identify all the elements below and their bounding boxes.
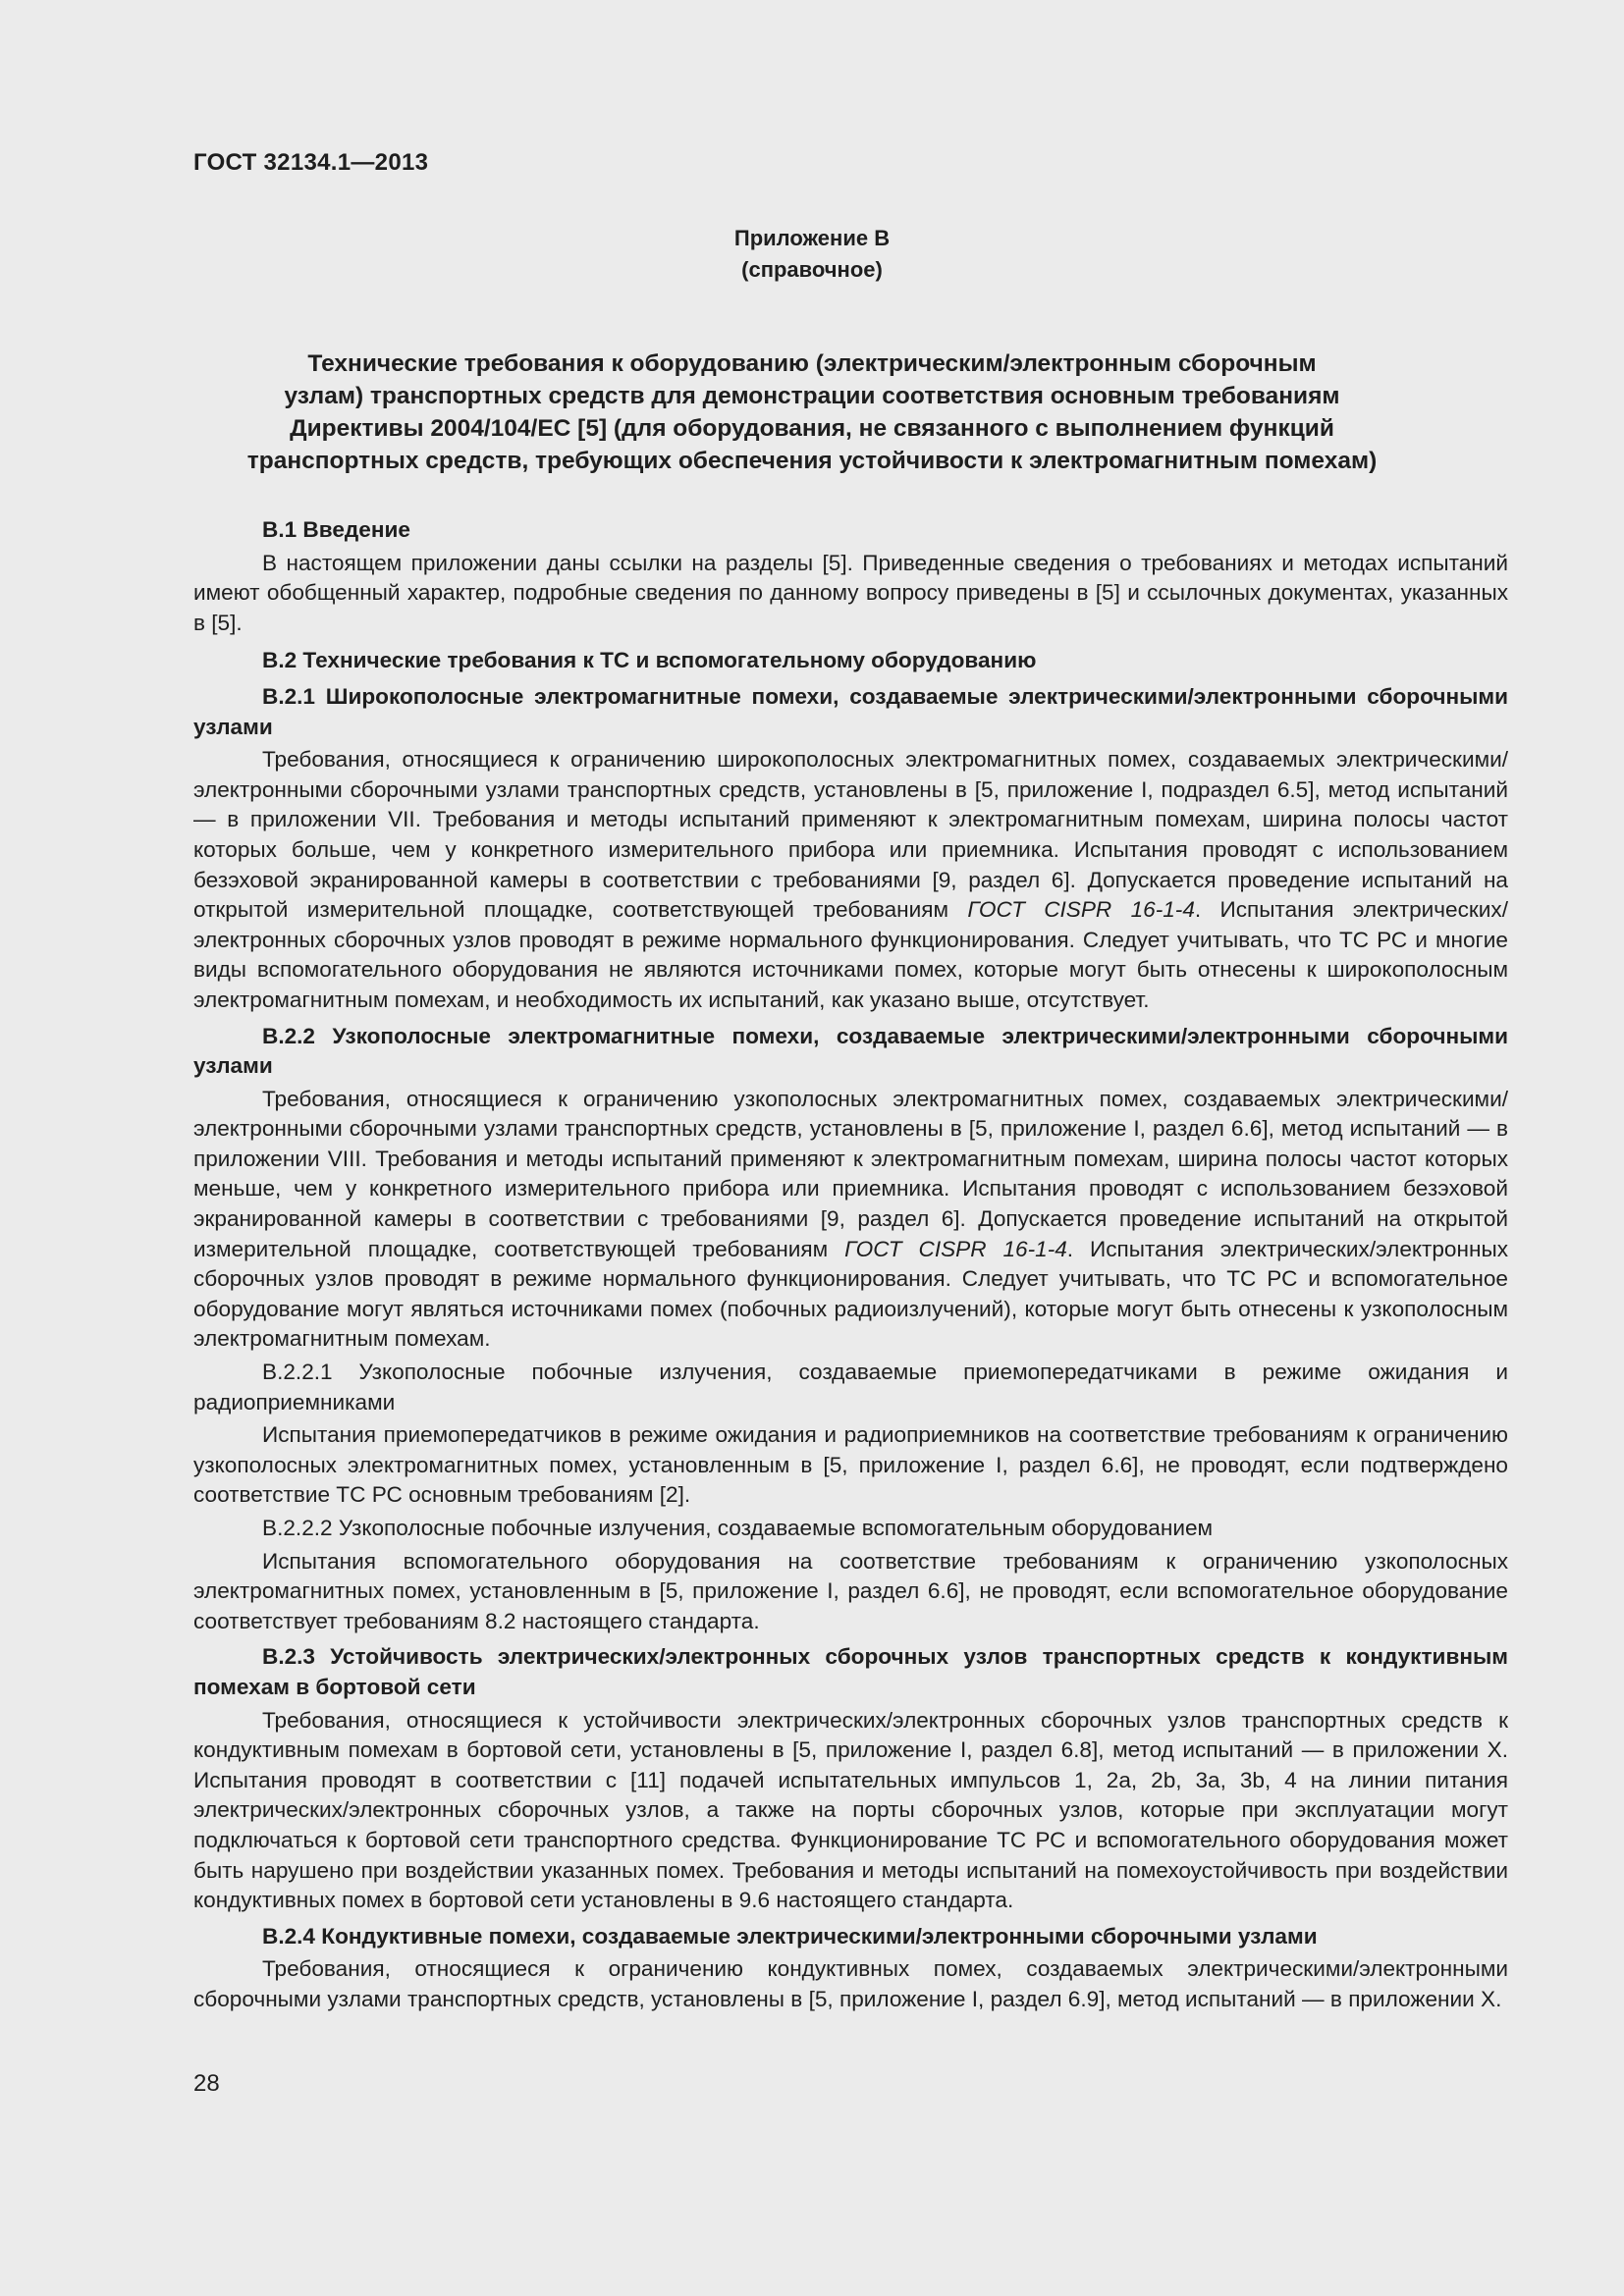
annex-title: Приложение В — [733, 226, 891, 250]
main-title-line: Технические требования к оборудованию (электрическим/электронным сборочным — [307, 350, 1317, 377]
standard-reference: ГОСТ CISPR 16-1-4 — [844, 1236, 1067, 1261]
section-b24-text: Требования, относящиеся к ограничению кондуктивных помех, создаваемых электрическими/электронными сборочными узлами транспортных средств, установлены в [5, приложение I, раздел 6.9], метод испытаний — в приложении X. — [193, 1956, 1508, 2011]
section-b24-heading: В.2.4 Кондуктивные помехи, создаваемые электрическими/электронными сборочными узлами — [262, 1923, 1318, 1949]
main-title-line: Директивы 2004/104/ЕС [5] (для оборудования, не связанного с выполнением функций — [290, 415, 1334, 442]
standard-code: ГОСТ 32134.1—2013 — [193, 149, 429, 176]
section-b23-text: Требования, относящиеся к устойчивости электрических/электронных сборочных узлов транспортных средств к кондуктивным помехам в бортовой сети, установлены в [5, приложение I, раздел 6.8], метод испытаний — в приложении X. Испытания проводят в соответствии с [11] подачей испытательных импульсов 1, 2a, 2b, 3a, 3b, 4 на линии питания электрических/электронных сборочных узлов, а также на порты сборочных узлов, которые при эксплуатации могут подключаться к бортовой сети транспортного средства. Функционирование ТС РС и вспомогательного оборудования может быть нарушено при воздействии указанных помех. Требования и методы испытаний на помехоустойчивость при воздействии кондуктивных помех в бортовой сети установлены в 9.6 настоящего стандарта. — [193, 1707, 1508, 1913]
section-b23-heading: В.2.3 Устойчивость электрических/электронных сборочных узлов транспортных средств к кондуктивным помехам в бортовой сети — [193, 1644, 1508, 1699]
section-b22-text-end: . Испытания электрических/электронных сборочных узлов проводят в режиме нормального функционирования. Следует учитывать, что ТС РС и вспомогательное оборудование могут являться источниками помех (побочных радиоизлучений), которые могут быть отнесены к узкополосным электромагнитным помехам. — [193, 1236, 1508, 1352]
page-number: 28 — [193, 2070, 220, 2097]
section-b2-heading: В.2 Технические требования к ТС и вспомогательному оборудованию — [262, 648, 1037, 673]
section-b1-heading: В.1 Введение — [262, 517, 410, 542]
section-b222-text: Испытания вспомогательного оборудования на соответствие требованиям к ограничению узкополосных электромагнитных помех, установленным в [5, приложение I, раздел 6.6], не проводят, если вспомогательное оборудование соответствует требованиям 8.2 настоящего стандарта. — [193, 1548, 1508, 1633]
section-b1-text: В настоящем приложении даны ссылки на разделы [5]. Приведенные сведения о требованиях и методах испытаний имеют обобщенный характер, подробные сведения по данному вопросу приведены в [5] и ссылочных документах, указанных в [5]. — [193, 550, 1508, 635]
section-b21-heading: В.2.1 Широкополосные электромагнитные помехи, создаваемые электрическими/электронными сборочными узлами — [193, 683, 1508, 739]
section-b22-text — [193, 1085, 1508, 1355]
section-b221-heading: В.2.2.1 Узкополосные побочные излучения, создаваемые приемопередатчиками в режиме ожидания и радиоприемниками — [193, 1360, 1508, 1415]
standard-reference: ГОСТ CISPR 16-1-4 — [967, 897, 1195, 923]
main-title-line: транспортных средств, требующих обеспечения устойчивости к электромагнитным помехам) — [246, 448, 1378, 474]
section-b21-text — [193, 745, 1508, 1015]
section-b21-text-start: Требования, относящиеся к ограничению широкополосных электромагнитных помех, создаваемых электрическими/электронными сборочными узлами транспортных средств, установлены в [5, приложение I, подраздел 6.5], метод испытаний — в приложении VII. Требования и методы испытаний применяют к электромагнитным помехам, ширина полосы частот которых больше, чем у конкретного измерительного прибора или приемника. Испытания проводят с использованием безэховой экранированной камеры в соответствии с требованиями [9, раздел 6]. Допускается проведение испытаний на открытой измерительной площадке, соответствующей требованиям — [193, 747, 1508, 923]
section-b22-heading: В.2.2 Узкополосные электромагнитные помехи, создаваемые электрическими/электронными сборочными узлами — [193, 1023, 1508, 1079]
main-title-line: узлам) транспортных средств для демонстрации соответствия основным требованиям — [284, 383, 1340, 409]
section-b22-text-start: Требования, относящиеся к ограничению узкополосных электромагнитных помех, создаваемых электрическими/электронными сборочными узлами транспортных средств, установлены в [5, приложение I, раздел 6.6], метод испытаний — в приложении VIII. Требования и методы испытаний применяют к электромагнитным помехам, ширина полосы частот которых меньше, чем у конкретного измерительного прибора или приемника. Испытания проводят с использованием безэховой экранированной камеры в соответствии с требованиями [9, раздел 6]. Допускается проведение испытаний на открытой измерительной площадке, соответствующей требованиям — [193, 1086, 1508, 1261]
main-title — [196, 347, 1428, 477]
section-b21-text-end: . Испытания электрических/электронных сборочных узлов проводят в режиме нормального функционирования. Следует учитывать, что ТС РС и многие виды вспомогательного оборудования не являются источниками помех, которые могут быть отнесены к широкополосным электромагнитным помехам, и необходимость их испытаний, как указано выше, отсутствует. — [193, 897, 1508, 1012]
annex-kind: (справочное) — [741, 257, 883, 282]
section-b222-heading: В.2.2.2 Узкополосные побочные излучения, создаваемые вспомогательным оборудованием — [262, 1516, 1214, 1540]
document-body — [193, 508, 1508, 2018]
section-b221-text: Испытания приемопередатчиков в режиме ожидания и радиоприемников на соответствие требованиям к ограничению узкополосных электромагнитных помех, установленным в [5, приложение I, раздел 6.6], не проводят, если подтверждено соответствие ТС РС основным требованиям [2]. — [193, 1422, 1508, 1508]
